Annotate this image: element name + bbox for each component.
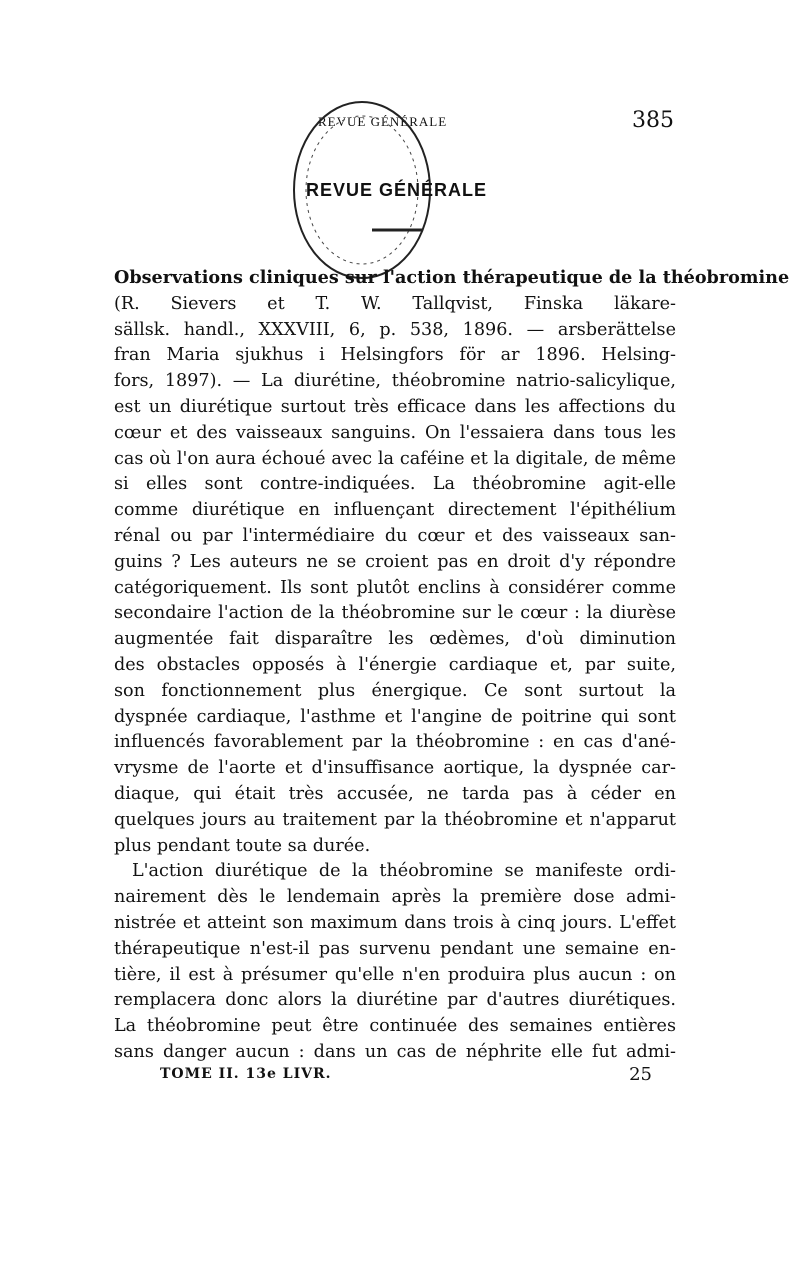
article-line-6: cœur et des vaisseaux sanguins. On l'essaiera dans tous les [114,422,676,443]
para2-line-7: sans danger aucun : dans un cas de néphrite elle fut admi- [114,1041,676,1062]
article-line-9: comme diurétique en influençant directement l'épithélium [114,500,676,521]
article-line-21: quelques jours au traitement par la théobromine et n'apparut [114,809,676,830]
para2-line-0: L'action diurétique de la théobromine se manifeste ordi- [132,861,676,882]
article-line-17: dyspnée cardiaque, l'asthme et l'angine de poitrine qui sont [114,706,676,727]
article-line-10: rénal ou par l'intermédiaire du cœur et des vaisseaux san- [114,525,676,546]
article-line-14: augmentée fait disparaître les œdèmes, d'où diminution [114,629,676,650]
article-line-12: catégoriquement. Ils sont plutôt enclins à considérer comme [114,577,676,598]
article-line-22: plus pendant toute sa durée. [114,835,371,856]
para2-line-5: remplacera donc alors la diurétine par d'autres diurétiques. [114,990,676,1011]
page-footer [160,1064,652,1085]
article-line-0 [114,265,790,292]
article-line-20: diaque, qui était très accusée, ne tarda pas à céder en [114,783,676,804]
running-head: REVUE GÉNÉRALE [318,114,448,129]
signature-mark: 25 [629,1064,652,1085]
para2-line-2: nistrée et atteint son maximum dans trois à cinq jours. L'effet [114,912,676,933]
article-line-1: (R. Sievers et T. W. Tallqvist, Finska läkare- [114,293,676,314]
article-line-8: si elles sont contre-indiquées. La théobromine agit-elle [114,474,676,495]
para2-line-3: thérapeutique n'est-il pas survenu pendant une semaine en- [114,938,676,959]
article-line-11: guins ? Les auteurs ne se croient pas en droit d'y répondre [114,551,676,572]
article-title: Observations cliniques sur l'action thérapeutique de la théobromine [114,267,790,288]
article-line-16: son fonctionnement plus énergique. Ce sont surtout la [114,680,676,701]
article-line-4: fors, 1897). — La diurétine, théobromine natrio-salicylique, [114,371,676,392]
tome-label: TOME II. 13e LIVR. [160,1066,332,1082]
para2-line-4: tière, il est à présumer qu'elle n'en produira plus aucun : on [114,964,676,985]
article-line-19: vrysme de l'aorte et d'insuffisance aortique, la dyspnée car- [114,758,676,779]
article-body [114,265,790,1066]
article-line-7: cas où l'on aura échoué avec la caféine et la digitale, de même [114,448,676,469]
para2-line-6: La théobromine peut être continuée des semaines entières [114,1016,676,1037]
stamp-text: REVUE GÉNÉRALE [306,180,488,200]
article-line-18: influencés favorablement par la théobromine : en cas d'ané- [114,732,676,753]
article-line-2: sällsk. handl., XXXVIII, 6, p. 538, 1896. — arsberättelse [114,319,676,340]
article-line-5: est un diurétique surtout très efficace dans les affections du [114,396,676,417]
article-line-15: des obstacles opposés à l'énergie cardiaque et, par suite, [114,654,676,675]
article-line-13: secondaire l'action de la théobromine sur le cœur : la diurèse [114,603,676,624]
para2-line-1: nairement dès le lendemain après la première dose admi- [114,887,676,908]
page-number: 385 [632,108,674,133]
article-line-3: fran Maria sjukhus i Helsingfors för ar 1896. Helsing- [114,345,676,366]
